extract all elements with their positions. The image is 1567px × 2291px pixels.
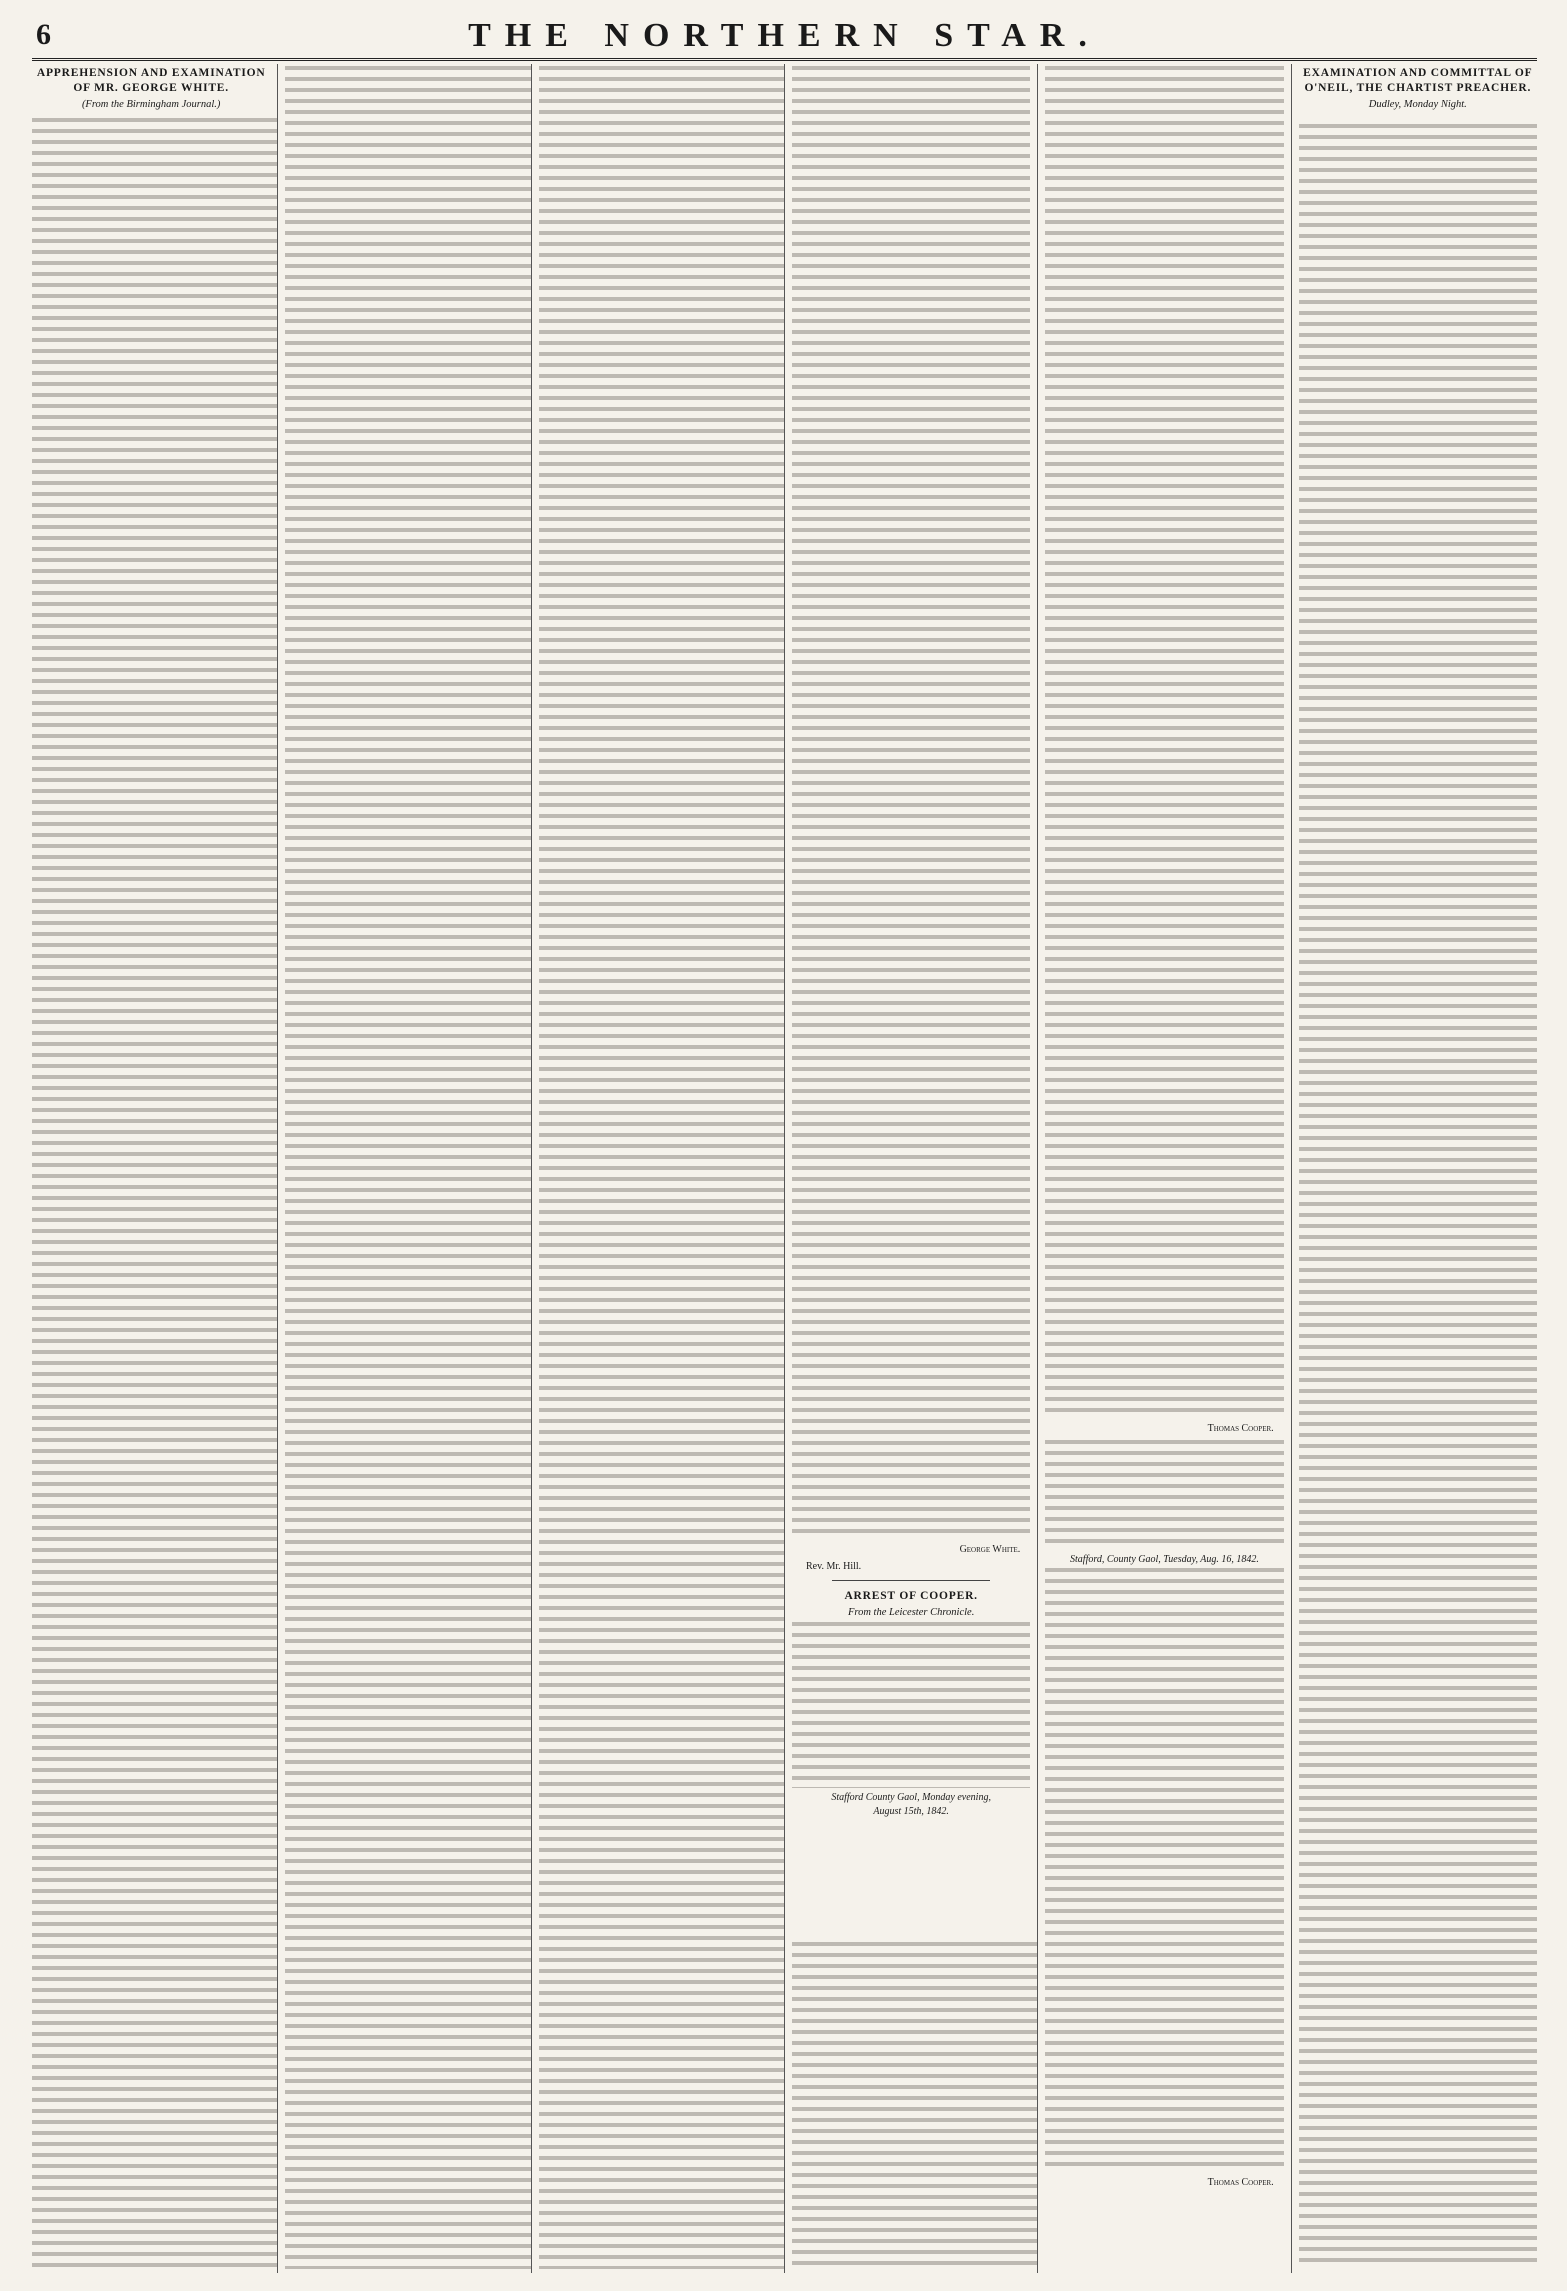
columns <box>32 64 1537 2273</box>
addressee: Rev. Mr. Hill. <box>805 1561 862 1572</box>
column-4 <box>784 64 1037 2273</box>
closing-signature-thomas-cooper: Thomas Cooper. <box>1207 2177 1274 2188</box>
body-text <box>1299 124 1537 2269</box>
article-title-oneil-committal: EXAMINATION AND COMMITTAL OF O'NEIL, THE CHARTIST PREACHER. <box>1303 67 1533 94</box>
column-3 <box>531 64 784 2273</box>
letter-place: Stafford County Gaol, Monday evening, <box>831 1791 991 1803</box>
article-source-leicester-chronicle: From the Leicester Chronicle. <box>847 1606 975 1618</box>
body-text <box>1045 1568 1283 2173</box>
signature-thomas-cooper: Thomas Cooper. <box>1207 1423 1274 1434</box>
body-text <box>792 1942 1037 2269</box>
letter-dateline: Stafford, County Gaol, Tuesday, Aug. 16, 1842. <box>1070 1554 1259 1565</box>
body-text <box>539 66 784 2269</box>
signature-george-white: George White. <box>959 1544 1021 1555</box>
body-text <box>32 118 277 2269</box>
body-text <box>792 1622 1030 1788</box>
page-number: 6 <box>36 18 51 51</box>
body-text <box>792 66 1030 1540</box>
body-text <box>1045 1440 1283 1550</box>
article-dateline-dudley: Dudley, Monday Night. <box>1368 98 1467 110</box>
body-text <box>285 66 530 2269</box>
column-1 <box>32 64 277 2273</box>
column-2 <box>277 64 530 2273</box>
divider <box>832 1580 990 1581</box>
paper-title: THE NORTHERN STAR. <box>468 17 1101 54</box>
body-text <box>1045 66 1283 1419</box>
letter-date: August 15th, 1842. <box>873 1805 949 1817</box>
article-title-arrest-of-cooper: ARREST OF COOPER. <box>844 1590 978 1602</box>
article-source-birmingham-journal: (From the Birmingham Journal.) <box>81 98 221 110</box>
column-6 <box>1291 64 1537 2273</box>
column-5 <box>1037 64 1290 2273</box>
masthead <box>32 14 1537 61</box>
article-title-white-examination: APPREHENSION AND EXAMINATION OF MR. GEORGE WHITE. <box>36 67 266 94</box>
